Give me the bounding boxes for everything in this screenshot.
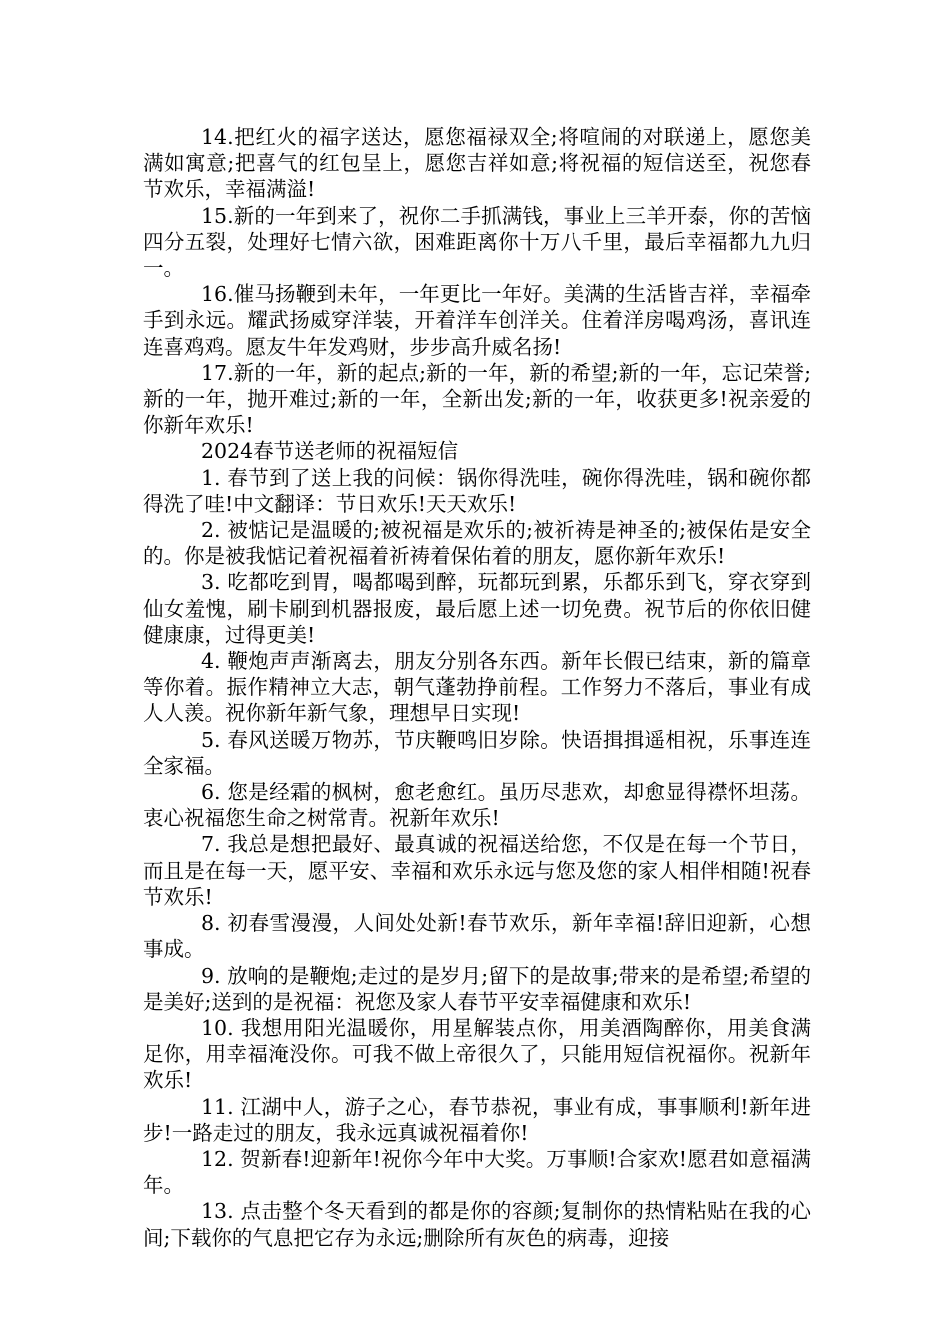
teacher-wish-9: 9. 放响的是鞭炮;走过的是岁月;留下的是故事;带来的是希望;希望的是美好;送到的是祝福：祝您及家人春节平安幸福健康和欢乐! (143, 963, 811, 1014)
teacher-wish-11: 11. 江湖中人，游子之心，春节恭祝，事业有成，事事顺利!新年进步!一路走过的朋友，我永远真诚祝福着你! (143, 1094, 811, 1145)
section-heading: 2024春节送老师的祝福短信 (201, 439, 459, 464)
teacher-wish-12: 12. 贺新春!迎新年!祝你今年中大奖。万事顺!合家欢!愿君如意福满年。 (143, 1146, 811, 1198)
teacher-wish-4: 4. 鞭炮声声渐离去，朋友分别各东西。新年长假已结束，新的篇章等你着。振作精神立大志，朝气蓬勃挣前程。工作努力不落后，事业有成人人羡。祝你新年新气象，理想早日实现! (143, 649, 811, 726)
paragraph-17: 17.新的一年，新的起点;新的一年，新的希望;新的一年，忘记荣誉;新的一年，抛开难过;新的一年，全新出发;新的一年，收获更多!祝亲爱的你新年欢乐! (143, 360, 811, 438)
paragraph-16: 16.催马扬鞭到未年，一年更比一年好。美满的生活皆吉祥，幸福牵手到永远。耀武扬威穿洋装，开着洋车创洋关。住着洋房喝鸡汤，喜讯连连喜鸡鸡。愿友牛年发鸡财，步步高升威名扬! (143, 282, 811, 359)
teacher-wish-8: 8. 初春雪漫漫，人间处处新!春节欢乐，新年幸福!辞旧迎新，心想事成。 (143, 911, 811, 962)
paragraph-15: 15.新的一年到来了，祝你二手抓满钱，事业上三羊开泰，你的苦恼四分五裂，处理好七情六欲，困难距离你十万八千里，最后幸福都九九归一。 (143, 203, 811, 281)
teacher-wish-10: 10. 我想用阳光温暖你，用星解装点你，用美酒陶醉你，用美食满足你，用幸福淹没你。可我不做上帝很久了，只能用短信祝福你。祝新年欢乐! (143, 1015, 811, 1093)
teacher-wish-5: 5. 春风送暖万物苏，节庆鞭鸣旧岁除。快语揖揖遥相祝，乐事连连全家福。 (143, 727, 811, 778)
document-body (143, 124, 811, 1251)
teacher-wish-1: 1. 春节到了送上我的问候：锅你得洗哇，碗你得洗哇，锅和碗你都得洗了哇!中文翻译：节日欢乐!天天欢乐! (143, 465, 811, 516)
paragraph-14: 14.把红火的福字送达，愿您福禄双全;将喧闹的对联递上，愿您美满如寓意;把喜气的红包呈上，愿您吉祥如意;将祝福的短信送至，祝您春节欢乐，幸福满溢! (143, 125, 811, 202)
teacher-wish-13: 13. 点击整个冬天看到的都是你的容颜;复制你的热情粘贴在我的心间;下载你的气息把它存为永远;删除所有灰色的病毒，迎接 (143, 1199, 811, 1250)
teacher-wish-2: 2. 被惦记是温暖的;被祝福是欢乐的;被祈祷是神圣的;被保佑是安全的。你是被我惦记着祝福着祈祷着保佑着的朋友，愿你新年欢乐! (143, 518, 811, 569)
teacher-wish-6: 6. 您是经霜的枫树，愈老愈红。虽历尽悲欢，却愈显得襟怀坦荡。衷心祝福您生命之树常青。祝新年欢乐! (143, 780, 811, 831)
teacher-wish-3: 3. 吃都吃到胃，喝都喝到醉，玩都玩到累，乐都乐到飞，穿衣穿到仙女羞愧，刷卡刷到机器报废，最后愿上述一切免费。祝节后的你依旧健健康康，过得更美! (143, 570, 811, 647)
teacher-wish-7: 7. 我总是想把最好、最真诚的祝福送给您，不仅是在每一个节日，而且是在每一天，愿平安、幸福和欢乐永远与您及您的家人相伴相随!祝春节欢乐! (143, 832, 811, 909)
